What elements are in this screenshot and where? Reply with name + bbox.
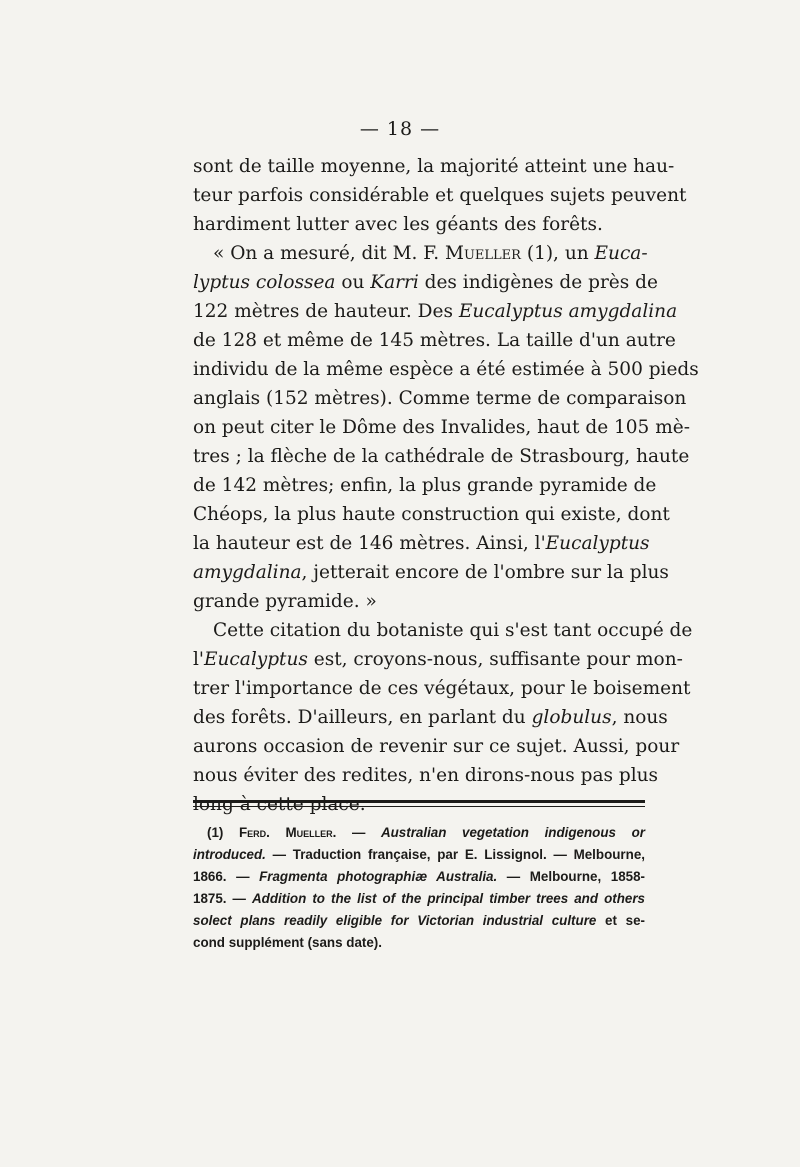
text-line: teur parfois considérable et quelques sujets peuvent	[193, 185, 687, 206]
text-line: de 128 et même de 145 mètres. La taille d'un autre	[193, 330, 676, 351]
footnote-divider-thin	[193, 806, 645, 807]
text-line: lyptus colossea ou Karri des indigènes de près de	[193, 272, 658, 293]
text-line: la hauteur est de 146 mètres. Ainsi, l'Eucalyptus	[193, 533, 650, 554]
footnote	[193, 822, 645, 954]
text-line: grande pyramide. »	[193, 591, 377, 612]
text-line: hardiment lutter avec les géants des forêts.	[193, 214, 603, 235]
footnote-line: 1875. — Addition to the list of the principal timber trees and others	[193, 891, 646, 906]
text-line: des forêts. D'ailleurs, en parlant du globulus, nous	[193, 707, 668, 728]
text-line: tres ; la flèche de la cathédrale de Strasbourg, haute	[193, 446, 690, 467]
footnote-line: solect plans readily eligible for Victorian industrial culture et se-	[193, 913, 645, 928]
text-line: trer l'importance de ces végétaux, pour le boisement	[193, 678, 691, 699]
text-line: nous éviter des redites, n'en dirons-nous pas plus	[193, 765, 659, 786]
page-number: — 18 —	[359, 118, 441, 140]
text-line: individu de la même espèce a été estimée à 500 pieds	[193, 359, 699, 380]
text-line: Chéops, la plus haute construction qui existe, dont	[193, 504, 670, 525]
body-text	[193, 152, 699, 819]
text-line: amygdalina, jetterait encore de l'ombre sur la plus	[193, 562, 669, 583]
text-line: anglais (152 mètres). Comme terme de comparaison	[193, 388, 687, 409]
footnote-line: introduced. — Traduction française, par E. Lissignol. — Melbourne,	[193, 847, 645, 862]
text-line: aurons occasion de revenir sur ce sujet. Aussi, pour	[193, 736, 680, 757]
text-line: on peut citer le Dôme des Invalides, haut de 105 mè-	[193, 417, 690, 438]
text-line: de 142 mètres; enfin, la plus grande pyramide de	[193, 475, 657, 496]
text-line: l'Eucalyptus est, croyons-nous, suffisante pour mon-	[193, 649, 683, 670]
text-line: sont de taille moyenne, la majorité atteint une hau-	[193, 156, 675, 177]
author-name: Mueller	[445, 243, 521, 264]
text-line: Cette citation du botaniste qui s'est tant occupé de	[213, 620, 693, 641]
footnote-divider	[193, 800, 645, 803]
text-line: « On a mesuré, dit M. F. Mueller (1), un Euca-	[213, 243, 648, 264]
text-line: long à cette place.	[193, 794, 366, 815]
footnote-line: cond supplément (sans date).	[193, 935, 382, 950]
footnote-line: 1866. — Fragmenta photographiæ Australia. — Melbourne, 1858-	[193, 869, 645, 884]
footnote-line: (1) Ferd. Mueller. — Australian vegetation indigenous or	[207, 825, 645, 840]
text-line: 122 mètres de hauteur. Des Eucalyptus amygdalina	[193, 301, 678, 322]
